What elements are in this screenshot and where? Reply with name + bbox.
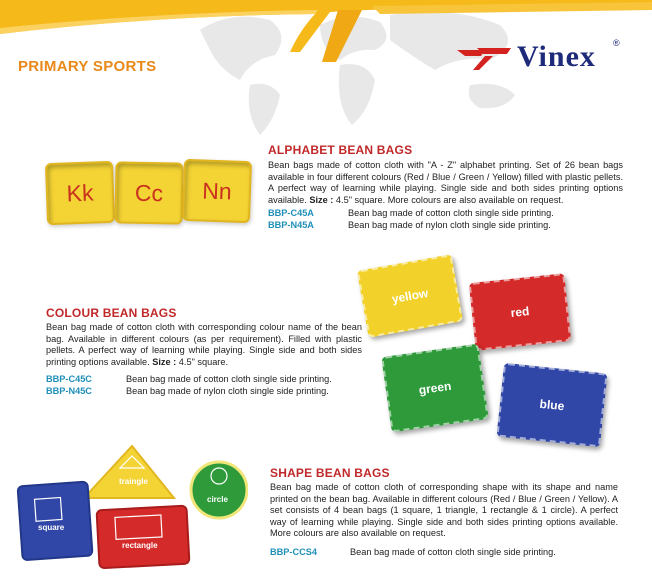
- alphabet-title: ALPHABET BEAN BAGS: [268, 143, 413, 157]
- alphabet-description: [268, 160, 623, 206]
- bag-label: blue: [538, 396, 565, 414]
- product-desc: Bean bag made of cotton cloth single side printing.: [126, 374, 332, 385]
- colour-bag-blue: [496, 363, 607, 447]
- bag-letter: Kk: [66, 179, 94, 206]
- shape-label-square: square: [38, 523, 65, 532]
- shape-bags-illustration: [14, 440, 248, 570]
- alphabet-bag-cc: [114, 161, 183, 224]
- product-code: BBP-N45C: [46, 385, 92, 396]
- bag-label: green: [417, 378, 453, 398]
- shape-label-circle: circle: [207, 495, 228, 504]
- size-label: Size :: [152, 356, 177, 367]
- bag-letter: Cc: [134, 179, 164, 206]
- product-row: [46, 374, 362, 386]
- product-code: BBP-C45A: [268, 208, 314, 219]
- alphabet-bag-kk: [45, 161, 115, 225]
- section-title: PRIMARY SPORTS: [18, 58, 157, 75]
- shape-label-triangle: traingle: [119, 477, 148, 486]
- alphabet-codes: [268, 208, 623, 231]
- alphabet-section: [268, 143, 623, 232]
- colour-description: [46, 322, 362, 368]
- product-desc: Bean bag made of nylon cloth single side printing.: [348, 219, 551, 230]
- product-row: [268, 208, 623, 220]
- alphabet-desc-text: Bean bags made of cotton cloth with "A - Z" alphabet printing. Set of 26 bean bags available in four different colours (Red / Blue / Green / Yellow) filled with plastic pellets. A perfect way of learning while playing. Single side and both sides printing options available.: [268, 160, 623, 205]
- colour-title: COLOUR BEAN BAGS: [46, 306, 177, 320]
- colour-codes: [46, 374, 362, 397]
- shape-description: Bean bag made of cotton cloth of corresponding shape with its shape and name printed on the bean bag. Available in different colours (Red / Blue / Green / Yellow). A set consists of 4 bean bags (1 square, 1 triangle, 1 rectangle & 1 circle). A perfect way of learning while playing. Single side and both sides printing options available. More colours are also available on request.: [270, 482, 618, 539]
- product-row: [268, 220, 623, 232]
- brand-logo: [455, 38, 630, 76]
- square-bag: [18, 482, 93, 561]
- registered-mark: ®: [613, 38, 620, 48]
- product-desc: Bean bag made of cotton cloth single side printing.: [348, 208, 554, 219]
- product-code: BBP-N45A: [268, 219, 314, 230]
- product-row: [270, 547, 618, 559]
- product-code: BBP-C45C: [46, 374, 92, 385]
- shape-section: [270, 466, 618, 559]
- alphabet-desc-size: 4.5" square. More colours are also available on request.: [333, 194, 564, 205]
- vinex-wing-icon: [455, 44, 513, 70]
- shape-label-rectangle: rectangle: [122, 541, 158, 550]
- product-code: BBP-CCS4: [270, 546, 317, 557]
- shape-codes: [270, 547, 618, 559]
- alphabet-bag-nn: [182, 159, 252, 223]
- bag-letter: Nn: [201, 176, 233, 205]
- triangle-bag: [84, 446, 174, 498]
- colour-section: [46, 306, 362, 398]
- product-desc: Bean bag made of nylon cloth single side printing.: [126, 385, 329, 396]
- product-desc: Bean bag made of cotton cloth single side printing.: [350, 546, 556, 557]
- bag-label: red: [509, 304, 531, 320]
- bag-label: yellow: [390, 285, 430, 307]
- brand-name: Vinex: [517, 40, 596, 73]
- colour-bag-green: [381, 344, 489, 433]
- rectangle-bag: [97, 506, 190, 569]
- colour-bag-red: [469, 273, 572, 351]
- colour-desc-text: Bean bag made of cotton cloth with corresponding colour name of the bean bag. Available in different colours (as per requirement). Filled with plastic pellets. A perfect way of learning while playing. Single side and both sides printing options available.: [46, 322, 362, 367]
- colour-bag-yellow: [357, 254, 463, 338]
- colour-desc-size: 4.5" square.: [176, 356, 229, 367]
- shape-title: SHAPE BEAN BAGS: [270, 466, 390, 480]
- product-row: [46, 386, 362, 398]
- circle-bag: [191, 462, 247, 518]
- size-label: Size :: [309, 194, 334, 205]
